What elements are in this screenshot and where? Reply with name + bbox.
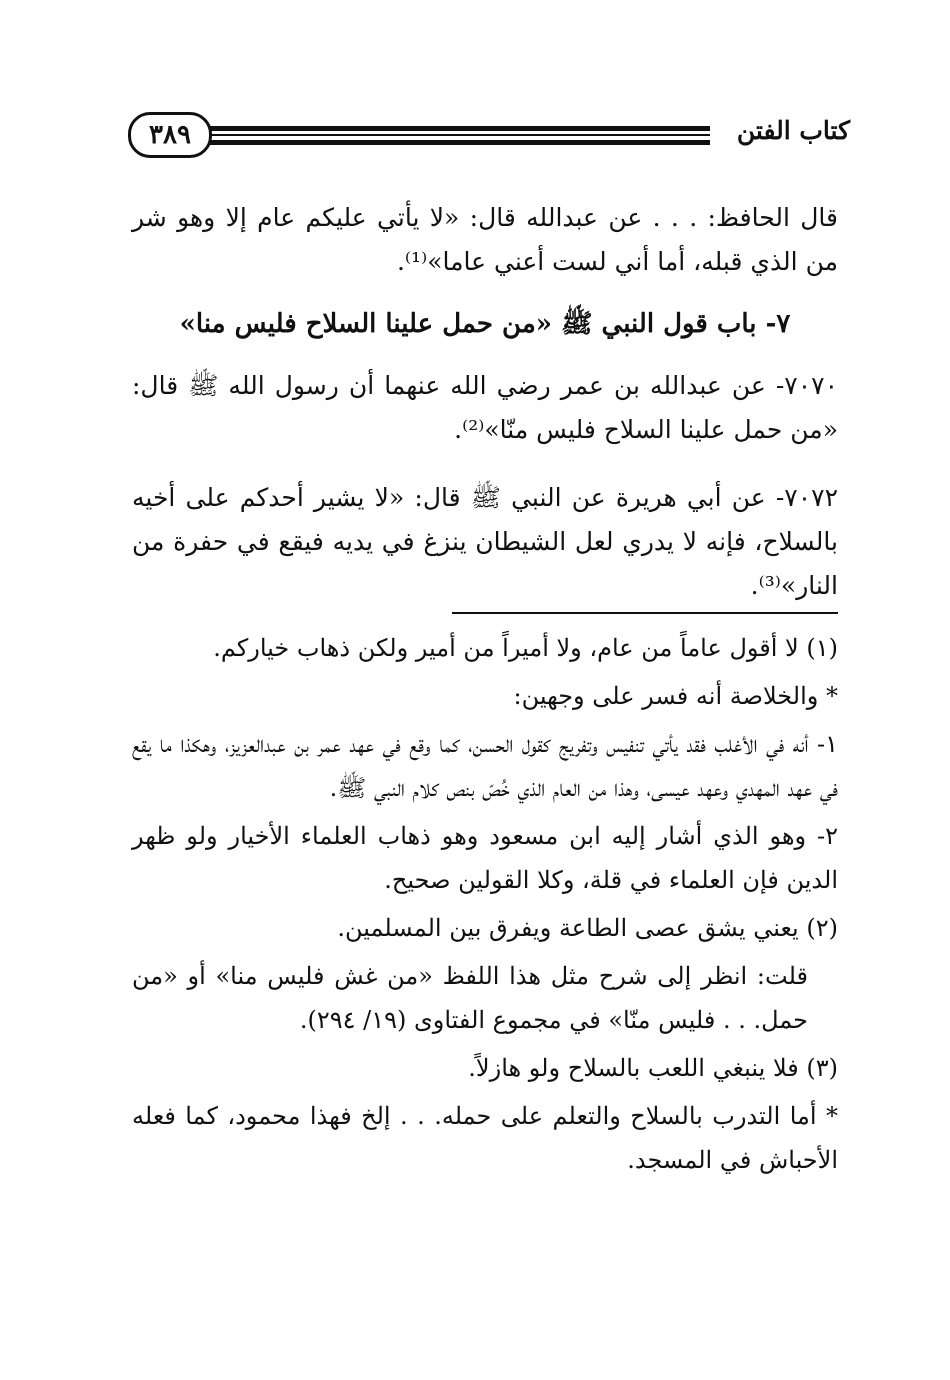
- footnote-1: (١) لا أقول عاماً من عام، ولا أميراً من أمير ولكن ذهاب خياركم.: [213, 634, 838, 662]
- header-rule: [192, 126, 710, 145]
- hadith-7072: ٧٠٧٢- عن أبي هريرة عن النبي ﷺ قال: «لا يشير أحدكم على أخيه بالسلاح، فإنه لا يدري لعل الشيطان ينزغ في يديه فيقع في حفرة من النار»⁽³⁾.: [132, 483, 838, 600]
- footnote-1-point-1: ١- أنه في الأغلب فقد يأتي تنفيس وتفريج كقول الحسن، كما وقع في عهد عمر بن عبدالعزيز، وهكذا ما يقع في عهد المهدي وعهد عيسى، وهذا من العام الذي خُصّ بنص كلام النبي ﷺ.: [132, 730, 838, 802]
- footnote-1-point-2: ٢- وهو الذي أشار إليه ابن مسعود وهو ذهاب العلماء الأخيار ولو ظهر الدين فإن العلماء في قلة، وكلا القولين صحيح.: [132, 822, 838, 894]
- footnote-3-note: * أما التدرب بالسلاح والتعلم على حمله. . . إلخ فهذا محمود، كما فعله الأحباش في المسجد.: [132, 1102, 838, 1174]
- page-number: ٣٨٩: [128, 112, 212, 158]
- hadith-7072-block: [132, 476, 838, 608]
- footnote-1-summary: * والخلاصة أنه فسر على وجهين:: [513, 682, 838, 710]
- chapter-heading: ٧- باب قول النبي ﷺ «من حمل علينا السلاح فليس منا»: [179, 309, 791, 339]
- paragraph-hafiz: قال الحافظ: . . . عن عبدالله قال: «لا يأتي عليكم عام إلا وهو شر من الذي قبله، أما أني لست أعني عاما»⁽¹⁾.: [132, 203, 838, 276]
- footnote-2-note: قلت: انظر إلى شرح مثل هذا اللفظ «من غش فليس منا» أو «من حمل. . . فليس منّا» في مجموع الفتاوى (١٩/ ٢٩٤).: [132, 962, 808, 1034]
- footnotes: [132, 626, 838, 1182]
- body-text: [132, 196, 838, 284]
- hadith-7070: ٧٠٧٠- عن عبدالله بن عمر رضي الله عنهما أن رسول الله ﷺ قال: «من حمل علينا السلاح فليس منّا»⁽²⁾.: [132, 371, 838, 444]
- footnote-2: (٢) يعني يشق عصى الطاعة ويفرق بين المسلمين.: [337, 914, 838, 942]
- page-header: [128, 112, 850, 158]
- footnote-divider: [452, 612, 838, 614]
- footnote-3: (٣) فلا ينبغي اللعب بالسلاح ولو هازلاً.: [468, 1054, 838, 1082]
- hadith-7070-block: [132, 364, 838, 452]
- chapter-heading-block: [132, 302, 838, 346]
- running-title: كتاب الفتن: [736, 116, 850, 145]
